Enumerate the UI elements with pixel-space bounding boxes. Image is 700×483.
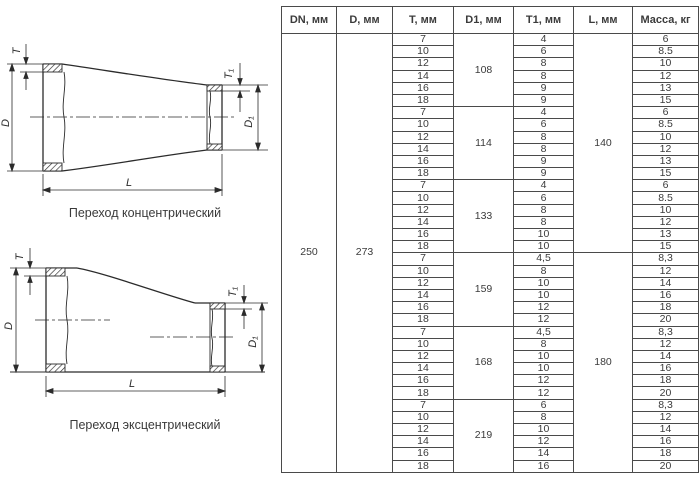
t-cell: 16: [393, 448, 454, 460]
t-cell: 16: [393, 302, 454, 314]
t-cell: 10: [393, 119, 454, 131]
t1-cell: 6: [514, 119, 574, 131]
t-cell: 14: [393, 70, 454, 82]
t-cell: 18: [393, 460, 454, 472]
eccentric-reducer-diagram: [0, 245, 277, 415]
mass-cell: 16: [633, 363, 699, 375]
dim-label-l: L: [125, 177, 133, 189]
dim-label-d1: D₁: [247, 336, 259, 348]
t-cell: 10: [393, 265, 454, 277]
centerlines: [35, 320, 235, 337]
table-header-row: [282, 7, 699, 34]
t-cell: 7: [393, 34, 454, 46]
t-cell: 10: [393, 46, 454, 58]
mass-cell: 13: [633, 229, 699, 241]
mass-cell: 16: [633, 436, 699, 448]
t1-cell: 12: [514, 436, 574, 448]
wall-hatch: [46, 268, 225, 372]
t1-cell: 9: [514, 82, 574, 94]
mass-cell: 14: [633, 424, 699, 436]
t1-cell: 16: [514, 460, 574, 472]
table-row: [282, 34, 699, 46]
t-cell: 18: [393, 168, 454, 180]
col-header-t1: T1, мм: [514, 7, 574, 34]
wall-hatch: [43, 64, 222, 171]
dim-label-l: L: [128, 378, 136, 390]
dn-cell: 250: [282, 34, 337, 473]
t-cell: 7: [393, 326, 454, 338]
t1-cell: 8: [514, 204, 574, 216]
t1-cell: 9: [514, 94, 574, 106]
l-cell: 180: [574, 253, 633, 472]
mass-cell: 8.5: [633, 192, 699, 204]
t-cell: 18: [393, 94, 454, 106]
t1-cell: 10: [514, 229, 574, 241]
mass-cell: 14: [633, 277, 699, 289]
t1-cell: 12: [514, 387, 574, 399]
t-cell: 12: [393, 58, 454, 70]
mass-cell: 15: [633, 94, 699, 106]
mass-cell: 10: [633, 58, 699, 70]
mass-cell: 15: [633, 241, 699, 253]
t-cell: 7: [393, 399, 454, 411]
t-cell: 7: [393, 253, 454, 265]
t-cell: 14: [393, 216, 454, 228]
t1-cell: 8: [514, 70, 574, 82]
dim-label-t1: T₁: [223, 68, 235, 80]
d1-cell: 168: [454, 326, 514, 399]
t-cell: 10: [393, 338, 454, 350]
t1-cell: 12: [514, 375, 574, 387]
t1-cell: 6: [514, 192, 574, 204]
mass-cell: 15: [633, 168, 699, 180]
t-cell: 7: [393, 180, 454, 192]
t1-cell: 10: [514, 241, 574, 253]
mass-cell: 12: [633, 143, 699, 155]
t-cell: 12: [393, 350, 454, 362]
col-header-t: T, мм: [393, 7, 454, 34]
mass-cell: 6: [633, 107, 699, 119]
t-cell: 18: [393, 241, 454, 253]
t-cell: 18: [393, 387, 454, 399]
t1-cell: 12: [514, 314, 574, 326]
t1-cell: 4: [514, 107, 574, 119]
mass-cell: 12: [633, 216, 699, 228]
mass-cell: 8,3: [633, 326, 699, 338]
t-cell: 14: [393, 436, 454, 448]
d1-cell: 159: [454, 253, 514, 326]
mass-cell: 16: [633, 289, 699, 301]
t1-cell: 9: [514, 155, 574, 167]
t1-cell: 10: [514, 277, 574, 289]
t1-cell: 6: [514, 46, 574, 58]
t1-cell: 4: [514, 180, 574, 192]
t-cell: 16: [393, 82, 454, 94]
mass-cell: 8.5: [633, 119, 699, 131]
mass-cell: 10: [633, 131, 699, 143]
col-header-mass: Масса, кг: [633, 7, 699, 34]
t-cell: 10: [393, 411, 454, 423]
t1-cell: 8: [514, 216, 574, 228]
d1-cell: 219: [454, 399, 514, 472]
col-header-l: L, мм: [574, 7, 633, 34]
t-cell: 7: [393, 107, 454, 119]
l-cell: 140: [574, 34, 633, 253]
table-header: [282, 7, 699, 34]
mass-cell: 18: [633, 302, 699, 314]
mass-cell: 12: [633, 338, 699, 350]
t1-cell: 4,5: [514, 326, 574, 338]
t1-cell: 10: [514, 289, 574, 301]
t1-cell: 10: [514, 424, 574, 436]
dim-label-t: T: [14, 253, 26, 261]
t1-cell: 14: [514, 448, 574, 460]
mass-cell: 18: [633, 375, 699, 387]
t-cell: 12: [393, 131, 454, 143]
diagram-caption-concentric: Переход концентрический: [68, 206, 222, 220]
dim-label-d1: D₁: [243, 116, 255, 128]
t1-cell: 10: [514, 350, 574, 362]
t-cell: 16: [393, 375, 454, 387]
inner-break-lines: [63, 72, 211, 163]
col-header-dn: DN, мм: [282, 7, 337, 34]
t-cell: 14: [393, 289, 454, 301]
inner-break-lines: [66, 276, 213, 366]
d1-cell: 108: [454, 34, 514, 107]
t1-cell: 12: [514, 302, 574, 314]
t1-cell: 9: [514, 168, 574, 180]
t1-cell: 4,5: [514, 253, 574, 265]
col-header-d: D, мм: [337, 7, 393, 34]
mass-cell: 8,3: [633, 399, 699, 411]
mass-cell: 14: [633, 350, 699, 362]
reducer-outline: [43, 64, 222, 171]
d1-cell: 133: [454, 180, 514, 253]
t-cell: 16: [393, 229, 454, 241]
dim-label-t: T: [11, 47, 23, 55]
t1-cell: 8: [514, 338, 574, 350]
dimension-labels: [0, 46, 255, 189]
mass-cell: 12: [633, 265, 699, 277]
diagram-caption-eccentric: Переход эксцентрический: [69, 418, 221, 432]
t-cell: 14: [393, 143, 454, 155]
mass-cell: 20: [633, 314, 699, 326]
t1-cell: 8: [514, 131, 574, 143]
mass-cell: 13: [633, 82, 699, 94]
mass-cell: 10: [633, 204, 699, 216]
t1-cell: 8: [514, 58, 574, 70]
dim-label-d: D: [3, 322, 15, 330]
dimensions-table: [281, 6, 699, 473]
col-header-d1: D1, мм: [454, 7, 514, 34]
t1-cell: 6: [514, 399, 574, 411]
t1-cell: 8: [514, 143, 574, 155]
mass-cell: 13: [633, 155, 699, 167]
t-cell: 10: [393, 192, 454, 204]
t1-cell: 10: [514, 363, 574, 375]
mass-cell: 20: [633, 460, 699, 472]
mass-cell: 12: [633, 411, 699, 423]
mass-cell: 8,3: [633, 253, 699, 265]
mass-cell: 8.5: [633, 46, 699, 58]
d1-cell: 114: [454, 107, 514, 180]
mass-cell: 12: [633, 70, 699, 82]
t-cell: 14: [393, 363, 454, 375]
mass-cell: 6: [633, 180, 699, 192]
concentric-reducer-diagram: [0, 28, 277, 206]
d-cell: 273: [337, 34, 393, 473]
t-cell: 12: [393, 277, 454, 289]
dim-label-d: D: [0, 119, 12, 127]
t-cell: 12: [393, 204, 454, 216]
mass-cell: 6: [633, 34, 699, 46]
t-cell: 18: [393, 314, 454, 326]
t1-cell: 4: [514, 34, 574, 46]
t1-cell: 8: [514, 411, 574, 423]
mass-cell: 18: [633, 448, 699, 460]
t1-cell: 8: [514, 265, 574, 277]
t-cell: 16: [393, 155, 454, 167]
spec-table-body: [282, 34, 699, 473]
dim-label-t1: T₁: [227, 286, 239, 298]
mass-cell: 20: [633, 387, 699, 399]
t-cell: 12: [393, 424, 454, 436]
